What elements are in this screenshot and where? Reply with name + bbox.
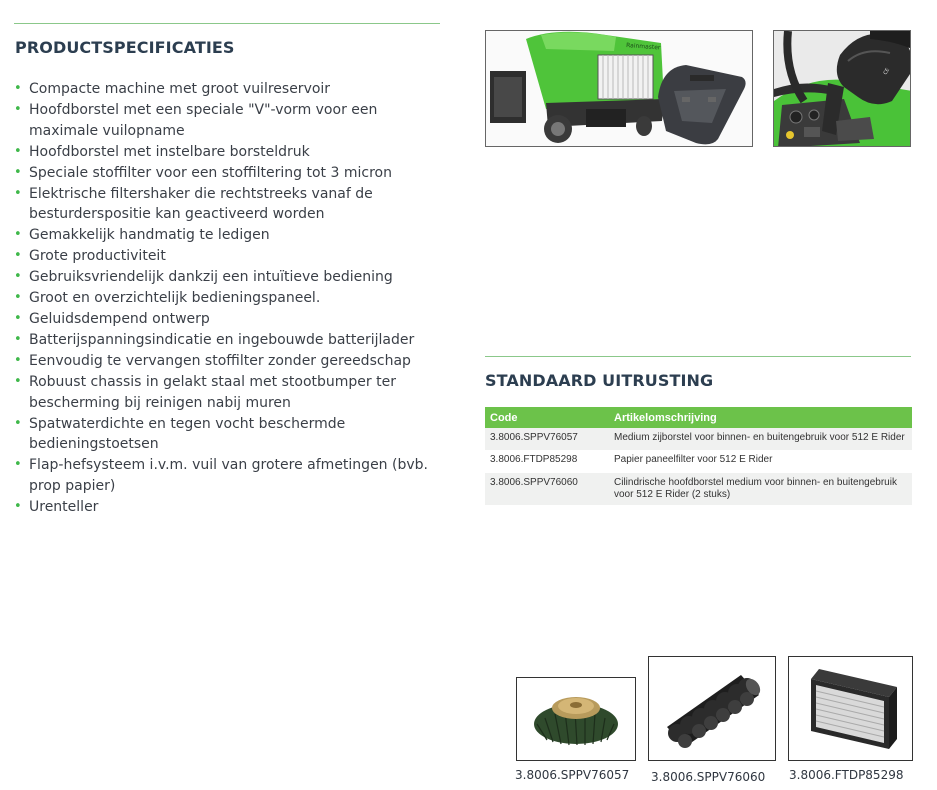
- main-brush-photo: [648, 656, 776, 761]
- spec-item: • Urenteller: [14, 497, 444, 518]
- row-code: 3.8006.SPPV76060: [485, 473, 609, 505]
- spec-item: • Speciale stoffilter voor een stoffiltering tot 3 micron: [14, 163, 444, 184]
- panel-filter-photo: [788, 656, 913, 761]
- spec-item: • Eenvoudig te vervangen stoffilter zonder gereedschap: [14, 351, 444, 372]
- row-description: Cilindrische hoofdborstel medium voor binnen- en buitengebruik voor 512 E Rider (2 stuks): [609, 473, 912, 505]
- code-column-header: Code: [485, 407, 609, 428]
- row-description: Papier paneelfilter voor 512 E Rider: [609, 450, 912, 473]
- spec-list: [14, 79, 444, 518]
- row-code: 3.8006.FTDP85298: [485, 450, 609, 473]
- spec-item: • Robuust chassis in gelakt staal met stootbumper ter bescherming bij reinigen nabij muren: [14, 372, 444, 414]
- panel-filter-illustration: [789, 657, 912, 760]
- accessory-caption: 3.8006.FTDP85298: [789, 768, 904, 782]
- spec-item: • Elektrische filtershaker die rechtstreeks vanaf de besturderspositie kan geactiveerd worden: [14, 184, 444, 226]
- control-panel-photo: [773, 30, 911, 147]
- spec-item: • Grote productiviteit: [14, 246, 444, 267]
- equipment-title: STANDAARD UITRUSTING: [485, 371, 714, 390]
- machine-brand-label: Rainmaster: [625, 42, 661, 52]
- spec-item: • Groot en overzichtelijk bedieningspaneel.: [14, 288, 444, 309]
- machine-filter-illustration: [486, 31, 753, 147]
- equipment-table: [485, 407, 912, 505]
- row-description: Medium zijborstel voor binnen- en buitengebruik voor 512 E Rider: [609, 428, 912, 450]
- spec-item: • Gebruiksvriendelijk dankzij een intuïtieve bediening: [14, 267, 444, 288]
- machine-filter-photo: [485, 30, 753, 147]
- spec-item: • Hoofdborstel met instelbare borsteldruk: [14, 142, 444, 163]
- equipment-table-header-row: [485, 407, 912, 428]
- table-row: [485, 428, 912, 450]
- spec-item: • Batterijspanningsindicatie en ingebouwde batterijlader: [14, 330, 444, 351]
- specs-title: PRODUCTSPECIFICATIES: [15, 38, 235, 57]
- top-divider: [14, 23, 440, 24]
- equipment-divider: [485, 356, 911, 357]
- accessory-caption: 3.8006.SPPV76060: [651, 770, 766, 784]
- table-row: [485, 450, 912, 473]
- spec-item: • Spatwaterdichte en tegen vocht beschermde bedieningstoetsen: [14, 414, 444, 456]
- table-row: [485, 473, 912, 505]
- accessory-caption: 3.8006.SPPV76057: [515, 768, 630, 782]
- description-column-header: Artikelomschrijving: [609, 407, 912, 428]
- spec-item: • Geluidsdempend ontwerp: [14, 309, 444, 330]
- glove-mark-label: CE: [882, 67, 892, 76]
- main-brush-illustration: [649, 657, 775, 760]
- spec-item: • Hoofdborstel met een speciale "V"-vorm voor een maximale vuilopname: [14, 100, 444, 142]
- spec-item: • Flap-hefsysteem i.v.m. vuil van grotere afmetingen (bvb. prop papier): [14, 455, 444, 497]
- spec-item: • Gemakkelijk handmatig te ledigen: [14, 225, 444, 246]
- row-code: 3.8006.SPPV76057: [485, 428, 609, 450]
- spec-item: • Compacte machine met groot vuilreservoir: [14, 79, 444, 100]
- control-panel-illustration: [774, 31, 911, 147]
- side-brush-illustration: [517, 678, 635, 760]
- side-brush-photo: [516, 677, 636, 761]
